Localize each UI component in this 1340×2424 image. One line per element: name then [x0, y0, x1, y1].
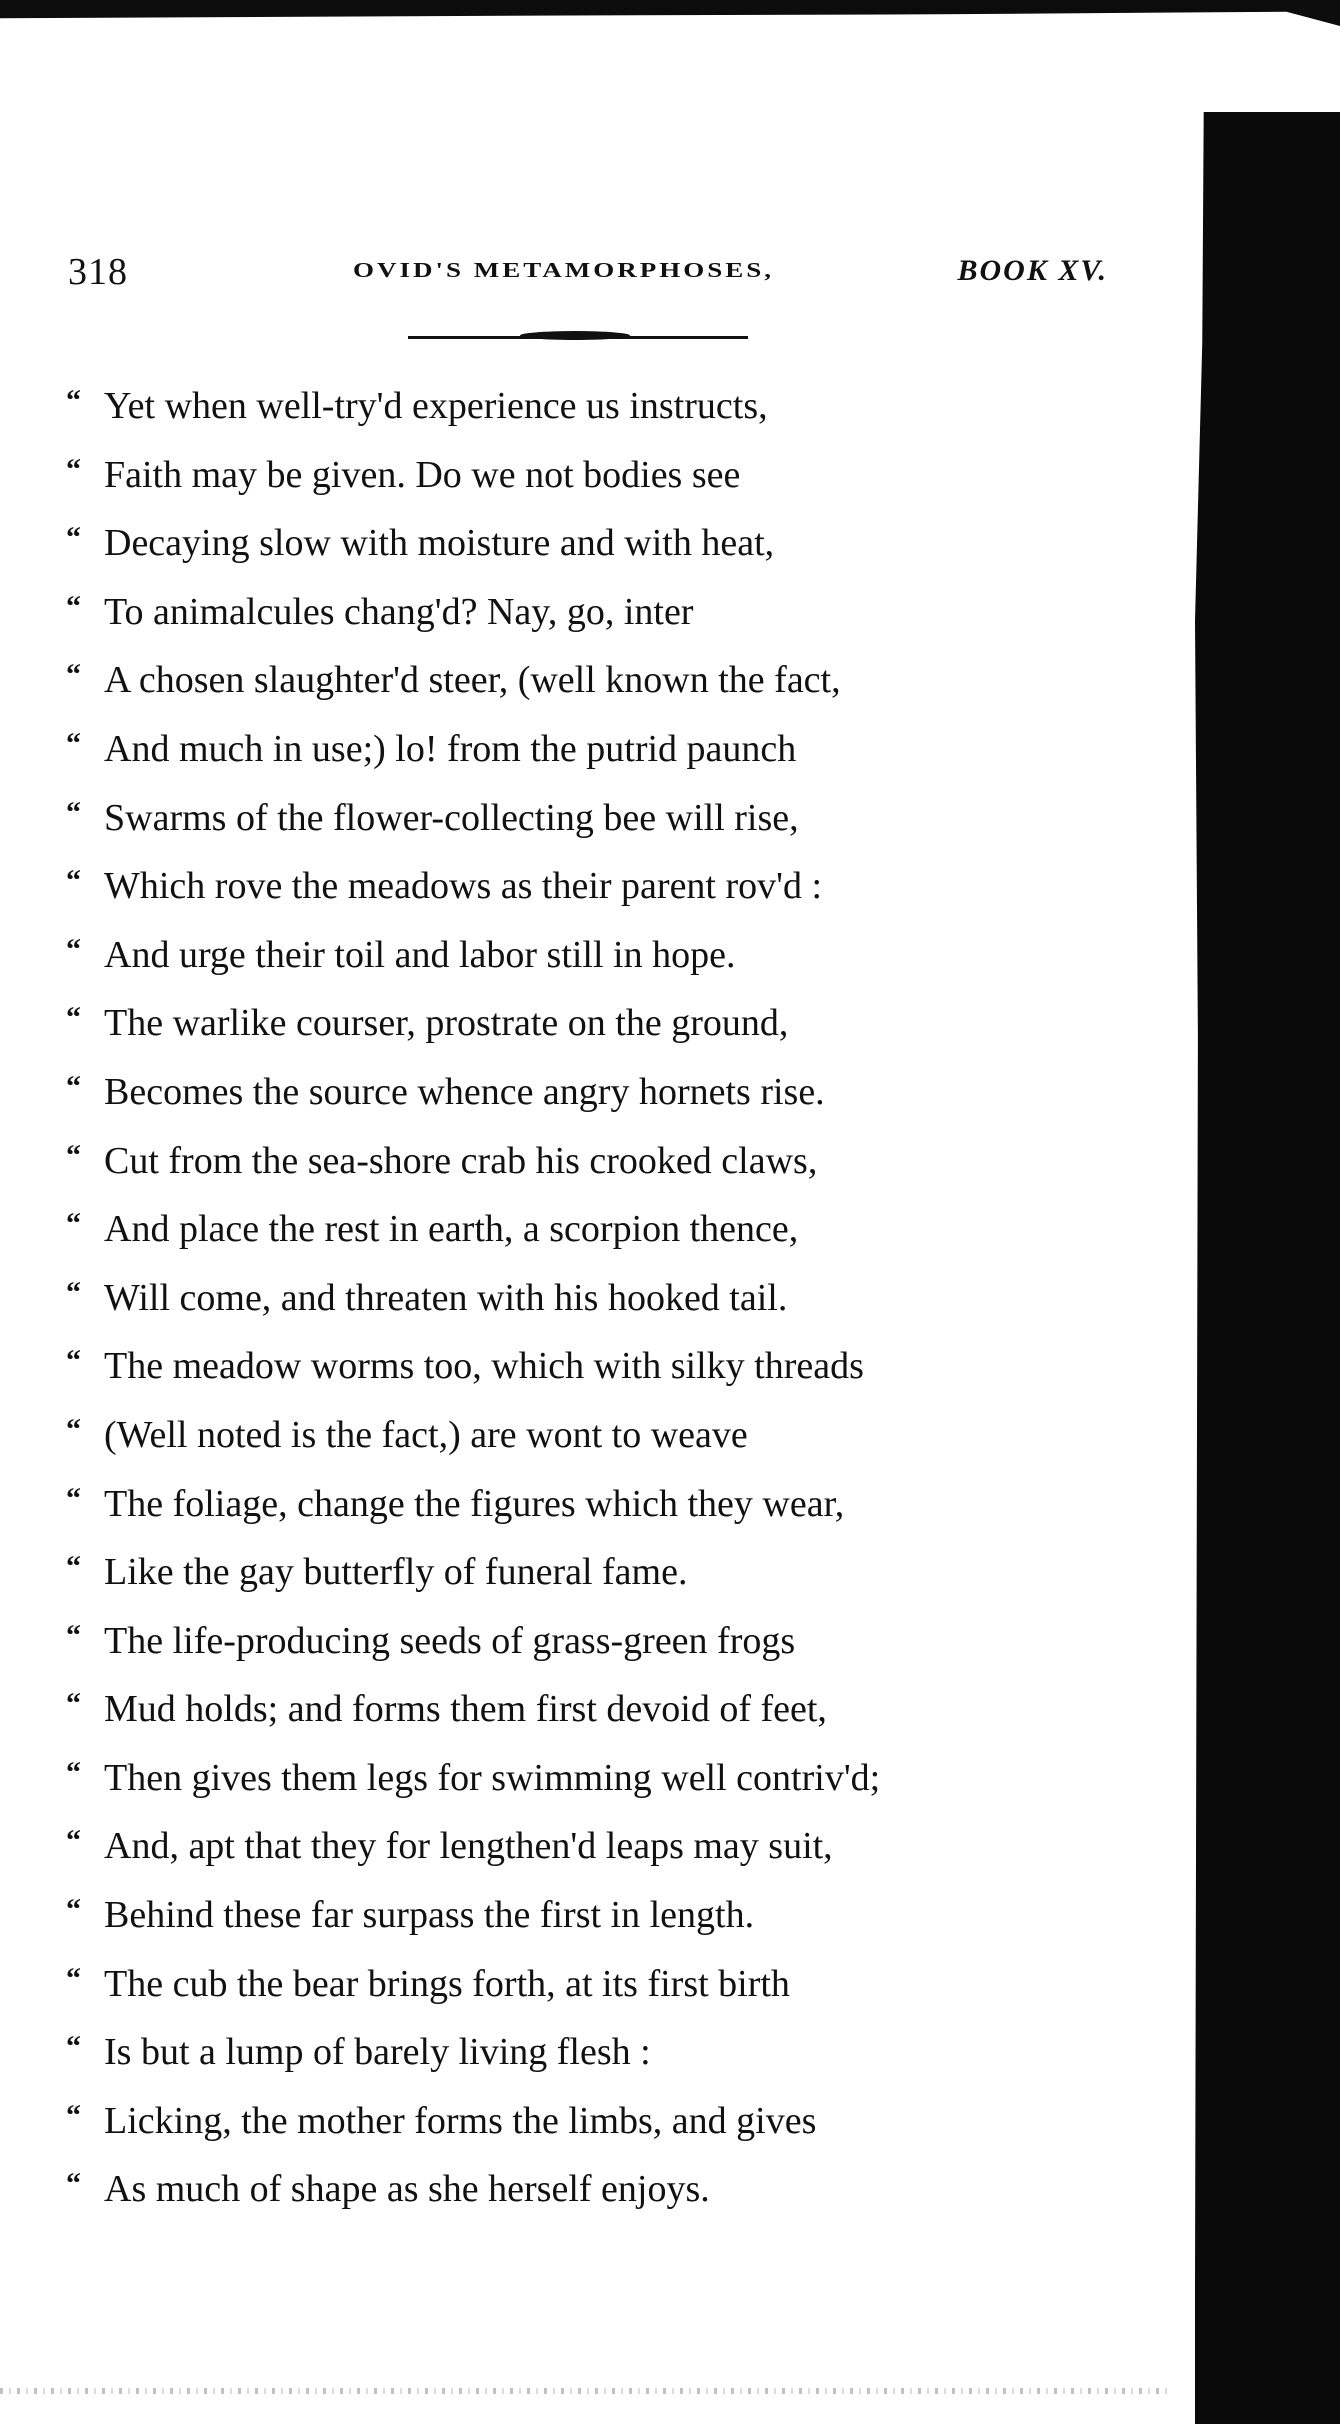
verse-line [66, 715, 1106, 784]
verse-line-text: The warlike courser, prostrate on the ground, [104, 1002, 789, 1045]
opening-quote-mark: “ [66, 1207, 81, 1241]
opening-quote-mark: “ [66, 521, 81, 555]
verse-line-text: Will come, and threaten with his hooked tail. [104, 1276, 788, 1319]
scan-binding-shadow [1195, 112, 1340, 2424]
opening-quote-mark: “ [66, 1824, 81, 1858]
verse-line [66, 1607, 1106, 1676]
verse-line [66, 1675, 1106, 1744]
verse-line-text: The life-producing seeds of grass-green frogs [104, 1619, 796, 1662]
verse-line [66, 509, 1106, 578]
verse-line [66, 852, 1106, 921]
verse-line-text: Behind these far surpass the first in length. [104, 1894, 755, 1937]
running-head [68, 250, 1108, 298]
verse-line [66, 1058, 1106, 1127]
opening-quote-mark: “ [66, 1275, 81, 1309]
verse-line-text: Cut from the sea-shore crab his crooked claws, [104, 1139, 818, 1182]
verse-line-text: Mud holds; and forms them first devoid of feet, [104, 1688, 827, 1731]
opening-quote-mark: “ [66, 1069, 81, 1103]
verse-line [66, 1812, 1106, 1881]
verse-line-text: Licking, the mother forms the limbs, and gives [104, 2099, 817, 2142]
verse-line [66, 646, 1106, 715]
opening-quote-mark: “ [66, 1893, 81, 1927]
verse-line [66, 1264, 1106, 1333]
verse-line [66, 1744, 1106, 1813]
verse-line-text: The foliage, change the figures which they wear, [104, 1482, 845, 1525]
verse-line [66, 1950, 1106, 2019]
verse-line-text: (Well noted is the fact,) are wont to weave [104, 1413, 748, 1456]
opening-quote-mark: “ [66, 1344, 81, 1378]
opening-quote-mark: “ [66, 589, 81, 623]
verse-line-text: Which rove the meadows as their parent rov'd : [104, 865, 823, 908]
opening-quote-mark: “ [66, 1687, 81, 1721]
opening-quote-mark: “ [66, 658, 81, 692]
verse-line [66, 1538, 1106, 1607]
verse-line [66, 1470, 1106, 1539]
opening-quote-mark: “ [66, 1001, 81, 1035]
verse-line-text: And place the rest in earth, a scorpion thence, [104, 1208, 799, 1251]
verse-line [66, 1881, 1106, 1950]
verse-line-text: And urge their toil and labor still in hope. [104, 933, 736, 976]
verse-line [66, 1195, 1106, 1264]
verse-line-text: Like the gay butterfly of funeral fame. [104, 1551, 688, 1594]
verse-line-text: And, apt that they for lengthen'd leaps may suit, [104, 1825, 833, 1868]
opening-quote-mark: “ [66, 2098, 81, 2132]
verse-line [66, 2155, 1106, 2224]
verse-line [66, 2018, 1106, 2087]
opening-quote-mark: “ [66, 1481, 81, 1515]
verse-line-text: Faith may be given. Do we not bodies see [104, 453, 741, 496]
verse-line [66, 372, 1106, 441]
verse-line-text: As much of shape as she herself enjoys. [104, 2168, 710, 2211]
opening-quote-mark: “ [66, 1755, 81, 1789]
verse-line-text: Becomes the source whence angry hornets rise. [104, 1070, 825, 1113]
book-label: BOOK XV. [957, 254, 1108, 287]
verse-line-text: The cub the bear brings forth, at its first birth [104, 1962, 790, 2005]
opening-quote-mark: “ [66, 1618, 81, 1652]
verse-line-text: Is but a lump of barely living flesh : [104, 2031, 651, 2074]
opening-quote-mark: “ [66, 1138, 81, 1172]
verse-line [66, 1401, 1106, 1470]
verse-line [66, 2087, 1106, 2156]
verse-line [66, 578, 1106, 647]
page-number: 318 [68, 251, 128, 293]
opening-quote-mark: “ [66, 726, 81, 760]
verse-line [66, 921, 1106, 990]
verse-line-text: And much in use;) lo! from the putrid paunch [104, 727, 797, 770]
opening-quote-mark: “ [66, 2167, 81, 2201]
opening-quote-mark: “ [66, 864, 81, 898]
opening-quote-mark: “ [66, 1412, 81, 1446]
opening-quote-mark: “ [66, 384, 81, 417]
verse-line-text: To animalcules chang'd? Nay, go, inter [104, 590, 694, 633]
verse-line [66, 989, 1106, 1058]
verse-line-text: Swarms of the flower-collecting bee will rise, [104, 796, 799, 839]
opening-quote-mark: “ [66, 2030, 81, 2064]
verse-block [66, 372, 1106, 2224]
verse-line-text: Yet when well-try'd experience us instructs, [104, 385, 768, 427]
verse-line-text: The meadow worms too, which with silky threads [104, 1345, 864, 1388]
verse-line-text: A chosen slaughter'd steer, (well known the fact, [104, 659, 841, 702]
running-title: OVID'S METAMORPHOSES, [353, 258, 775, 282]
verse-line [66, 441, 1106, 510]
opening-quote-mark: “ [66, 932, 81, 966]
opening-quote-mark: “ [66, 1550, 81, 1584]
verse-line [66, 1127, 1106, 1196]
verse-line [66, 1332, 1106, 1401]
header-rule-ornament [520, 331, 630, 340]
opening-quote-mark: “ [66, 452, 81, 486]
verse-line [66, 784, 1106, 853]
verse-line-text: Decaying slow with moisture and with heat, [104, 522, 775, 565]
opening-quote-mark: “ [66, 1961, 81, 1995]
verse-line-text: Then gives them legs for swimming well contriv'd; [104, 1756, 881, 1799]
opening-quote-mark: “ [66, 795, 81, 829]
